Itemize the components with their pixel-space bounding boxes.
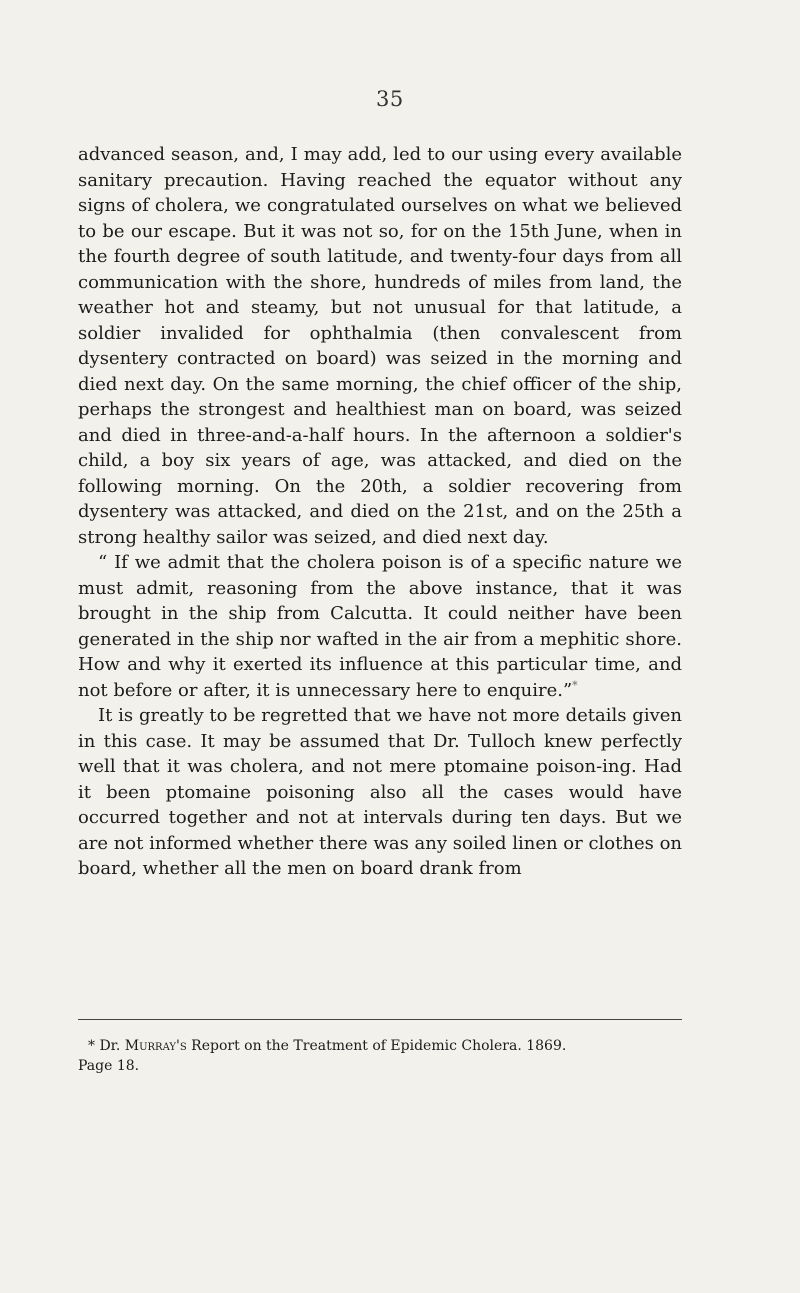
- footnote-reference: *: [572, 678, 578, 692]
- footnote-marker: *: [88, 1038, 95, 1054]
- paragraph-2: [78, 550, 682, 703]
- paragraph-2-text: “ If we admit that the cholera poison is of a specific nature we must admit, reasoning from the above instance, that it was brought in the ship from Calcutta. It could neither have been generated in the ship nor wafted in the air from a mephitic shore. How and why it exerted its influence at this particular time, and not before or after, it is unnecessary here to enquire.”: [78, 552, 682, 701]
- main-text: [78, 142, 682, 882]
- footnote-line-1: [78, 1036, 682, 1056]
- page-number: 35: [376, 87, 404, 111]
- footnote-divider: [78, 1019, 682, 1020]
- footnote: [78, 1036, 682, 1076]
- paragraph-1: advanced season, and, I may add, led to our using every available sanitary precaution. Having reached the equator without any signs of cholera, we congratulated ourselves on what we believed to be our escape. But it was not so, for on the 15th June, when in the fourth degree of south latitude, and twenty-four days from all communication with the shore, hundreds of miles from land, the weather hot and steamy, but not unusual for that latitude, a soldier invalided for ophthalmia (then convalescent from dysentery contracted on board) was seized in the morning and died next day. On the same morning, the chief officer of the ship, perhaps the strongest and healthiest man on board, was seized and died in three-and-a-half hours. In the afternoon a soldier's child, a boy six years of age, was attacked, and died on the following morning. On the 20th, a soldier recovering from dysentery was attacked, and died on the 21st, and on the 25th a strong healthy sailor was seized, and died next day.: [78, 144, 682, 548]
- paragraph-3: It is greatly to be regretted that we have not more details given in this case. It may be assumed that Dr. Tulloch knew perfectly well that it was cholera, and not mere ptomaine poison-ing. Had it been ptomaine poisoning also all the cases would have occurred together and not at intervals during ten days. But we are not informed whether there was any soiled linen or clothes on board, whether all the men on board drank from: [78, 705, 683, 879]
- footnote-title: Report on the Treatment of Epidemic Cholera. 1869.: [191, 1038, 567, 1054]
- footnote-author: Murray's: [124, 1038, 187, 1054]
- footnote-page-ref: Page 18.: [78, 1058, 140, 1074]
- footnote-prefix: Dr.: [99, 1038, 121, 1054]
